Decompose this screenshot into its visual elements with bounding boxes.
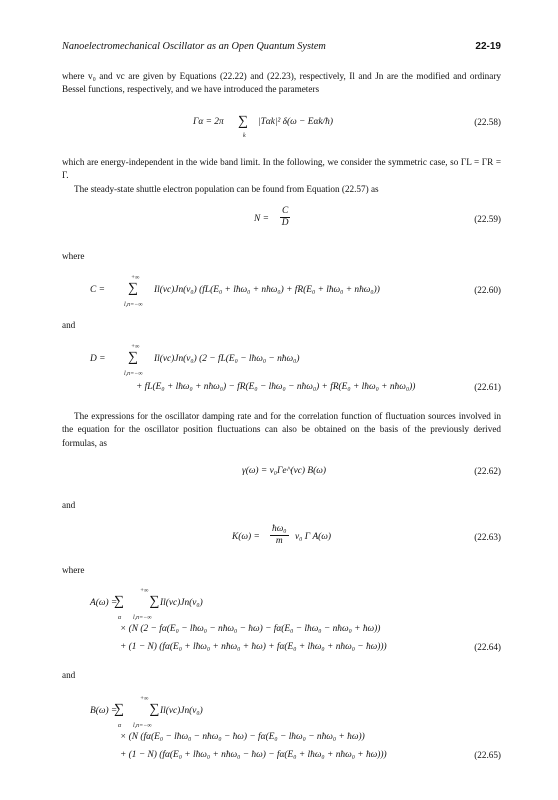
eq64-alpha-index: α (118, 615, 122, 621)
eq59-fraction (280, 206, 290, 229)
eq60-lhs: C = (90, 285, 105, 295)
and-2: and (62, 500, 76, 510)
eq59-denominator: D (281, 218, 289, 228)
eq65-lower: l,n=−∞ (133, 723, 152, 729)
equation-22-62 (62, 466, 501, 482)
eq60-lower: l,n=−∞ (124, 302, 143, 308)
eq61-line2: + fL(E₀ + lħω₀ + nħω₀) − fR(E₀ − lħω₀ − nħω₀) + fR(E₀ + lħω₀ + nħω₀)) (136, 382, 416, 392)
equation-22-65 (62, 696, 501, 766)
eq63-lhs: K(ω) = (232, 532, 260, 542)
page-number: 22-19 (475, 41, 501, 52)
paragraph-2: which are energy-independent in the wide band limit. In the following, we consider the symmetric case, so ΓL = ΓR = Γ. (62, 157, 501, 181)
equation-22-58 (62, 114, 501, 147)
eq63-number: (22.63) (474, 532, 501, 542)
eq59-numerator: C (282, 206, 289, 216)
eq64-upper: +∞ (140, 588, 149, 594)
eq62-body: γ(ω) = v₀Γe^(vc) B(ω) (242, 466, 326, 476)
eq65-line2: × (N (fα(E₀ − lħω₀ − nħω₀ − ħω) − fα(E₀ − lħω₀ − nħω₀ + ħω)) (120, 732, 365, 742)
eq64-number: (22.64) (474, 642, 501, 652)
sum-sign: ∑ (128, 281, 138, 296)
eq59-number: (22.59) (474, 214, 501, 224)
where-2: where (62, 565, 85, 575)
eq61-line1: Il(vc)Jn(v₀) (2 − fL(E₀ − lħω₀ − nħω₀) (154, 354, 300, 364)
eq63-fraction (270, 524, 289, 547)
sum-sign: ∑ (128, 350, 138, 365)
eq60-upper: +∞ (131, 275, 140, 281)
sum-sign: ∑ (149, 594, 160, 609)
eq63-denominator: m (275, 536, 283, 546)
sum-sign: ∑ (114, 594, 124, 609)
and-3: and (62, 670, 76, 680)
equation-22-64 (62, 588, 501, 658)
eq59-lhs: N = (254, 214, 269, 224)
paragraph-4: The expressions for the oscillator damping rate and for the correlation function of fluctuation sources involved in the equation for the oscillator position fluctuations can also be obtained on the basis of the previously derived formulas, as (62, 411, 501, 448)
sum-sign: ∑ (114, 702, 124, 717)
eq58-sum-index: k (243, 133, 246, 139)
equation-22-63 (62, 524, 501, 556)
eq65-lhs: B(ω) = (90, 706, 118, 716)
eq61-lower: l,n=−∞ (124, 371, 143, 377)
eq60-body: Il(vc)Jn(v₀) (fL(E₀ + lħω₀ + nħω₀) + fR(E₀ + lħω₀ + nħω₀)) (154, 285, 380, 295)
eq64-lhs: A(ω) = (90, 598, 118, 608)
eq61-upper: +∞ (131, 344, 140, 350)
sum-sign: ∑ (238, 114, 248, 129)
eq65-number: (22.65) (474, 750, 501, 760)
paragraph-3: The steady-state shuttle electron population can be found from Equation (22.57) as (74, 184, 379, 194)
equation-22-59 (62, 206, 501, 238)
equation-22-61 (62, 344, 501, 400)
sum-sign: ∑ (149, 702, 160, 717)
paragraph-1: where v₀ and vc are given by Equations (22.22) and (22.23), respectively, Il and Jn are the modified and ordinary Bessel functions, respectively, and we have introduced the parameters (62, 71, 501, 95)
eq58-lhs: Γα = 2π (193, 117, 224, 127)
eq64-line3: + (1 − N) (fα(E₀ + lħω₀ + nħω₀ + ħω) + fα(E₀ + lħω₀ + nħω₀ − ħω))) (120, 642, 387, 652)
eq63-rhs: v₀ Γ A(ω) (295, 532, 332, 542)
eq58-number: (22.58) (474, 117, 501, 127)
and-1: and (62, 320, 76, 330)
eq64-lower: l,n=−∞ (133, 615, 152, 621)
eq64-line1: Il(vc)Jn(v₀) (160, 598, 203, 608)
eq62-number: (22.62) (474, 466, 501, 476)
running-header (62, 41, 501, 52)
eq65-upper: +∞ (140, 696, 149, 702)
where-1: where (62, 251, 85, 261)
eq61-number: (22.61) (474, 382, 501, 392)
eq65-line1: Il(vc)Jn(v₀) (160, 706, 203, 716)
eq61-lhs: D = (90, 354, 106, 364)
eq64-line2: × (N (2 − fα(E₀ − lħω₀ − nħω₀ − ħω) − fα(E₀ − lħω₀ − nħω₀ + ħω)) (120, 624, 381, 634)
eq58-body: |Tαk|² δ(ω − Eαk/ħ) (258, 117, 333, 127)
eq60-number: (22.60) (474, 285, 501, 295)
chapter-title: Nanoelectromechanical Oscillator as an Open Quantum System (62, 41, 326, 52)
equation-22-60 (62, 275, 501, 313)
eq65-alpha-index: α (118, 723, 122, 729)
eq65-line3: + (1 − N) (fα(E₀ + lħω₀ + nħω₀ − ħω) − fα(E₀ + lħω₀ + nħω₀ + ħω))) (120, 750, 387, 760)
eq63-numerator: ħω₀ (272, 524, 287, 534)
